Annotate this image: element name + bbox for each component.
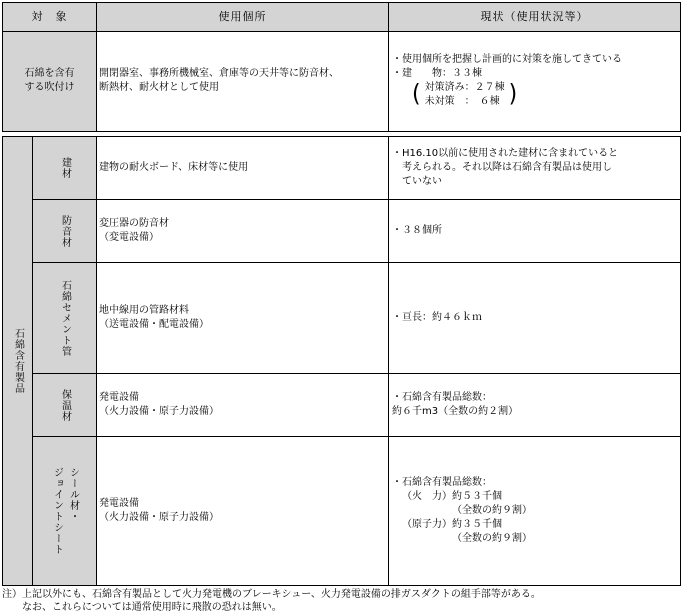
product-row-insulation bbox=[3, 373, 681, 436]
category-insulation: 保温材 bbox=[33, 373, 97, 436]
status-building: ・H16.10以前に使用された建材に含まれていると 考えられる。それ以降は石綿含有製品は使用し ていない bbox=[389, 136, 681, 199]
spray-status bbox=[389, 32, 681, 132]
spray-usage-line1: 開閉器室、事務所機械室、倉庫等の天井等に防音材、 bbox=[99, 68, 339, 80]
brace-close: ) bbox=[508, 81, 518, 109]
spray-row bbox=[3, 32, 681, 132]
category-soundproof: 防音材 bbox=[33, 199, 97, 262]
buildings-undone: 未対策 ： ６棟 bbox=[424, 96, 500, 108]
spray-usage-line2: 断熱材、耐火材として使用 bbox=[99, 82, 219, 94]
category-cement-pipe: 石綿セメント管 bbox=[33, 263, 97, 374]
building-breakdown bbox=[412, 81, 680, 109]
product-row-cement-pipe bbox=[3, 263, 681, 374]
buildings-done: 対策済み：２７棟 bbox=[424, 82, 505, 94]
product-row-soundproof bbox=[3, 199, 681, 262]
spray-label bbox=[3, 32, 97, 132]
header-row bbox=[3, 3, 681, 32]
status-insulation: ・石綿含有製品総数： 約６千m3（全数の約２割） bbox=[389, 373, 681, 436]
category-seal: シール材・ ジョイントシート bbox=[33, 437, 97, 586]
status-cement-pipe: ・亘長：約４６ｋｍ bbox=[389, 263, 681, 374]
usage-insulation: 発電設備 （火力設備・原子力設備） bbox=[97, 373, 389, 436]
spray-usage bbox=[97, 32, 389, 132]
usage-soundproof: 変圧器の防音材 （変電設備） bbox=[97, 199, 389, 262]
asbestos-usage-table bbox=[2, 2, 681, 586]
products-group-label bbox=[3, 136, 33, 585]
footnote-line2: なお、これらについては通常使用時に飛散の恐れは無い。 bbox=[2, 602, 282, 613]
footnote-line1: 注）上記以外にも、石綿含有製品として火力発電機のブレーキシュー、火力発電設備の排ガスダクトの組手部等がある。 bbox=[2, 589, 541, 600]
footnote bbox=[2, 588, 541, 614]
usage-seal: 発電設備 （火力設備・原子力設備） bbox=[97, 437, 389, 586]
header-status: 現状（使用状況等） bbox=[389, 3, 681, 32]
category-building: 建材 bbox=[33, 136, 97, 199]
usage-building: 建物の耐火ボード、床材等に使用 bbox=[97, 136, 389, 199]
header-usage: 使用個所 bbox=[97, 3, 389, 32]
product-row-building bbox=[3, 136, 681, 199]
usage-cement-pipe: 地中線用の管路材料 （送電設備・配電設備） bbox=[97, 263, 389, 374]
spray-label-line2: する吹付け bbox=[24, 82, 75, 94]
status-soundproof: ・３８個所 bbox=[389, 199, 681, 262]
status-seal: ・石綿含有製品総数： （火 力）約５３千個 （全数の約９割） （原子力）約３５千個 （全数の約９割） bbox=[389, 437, 681, 586]
product-row-seal bbox=[3, 437, 681, 586]
products-group-text: 石綿含有製品 bbox=[12, 327, 24, 394]
header-target: 対 象 bbox=[3, 3, 97, 32]
spray-status-line2: ・建 物：３３棟 bbox=[392, 68, 482, 80]
brace-open: ( bbox=[412, 81, 421, 109]
spray-label-line1: 石綿を含有 bbox=[24, 68, 75, 80]
spray-status-line1: ・使用個所を把握し計画的に対策を施してきている bbox=[392, 54, 622, 66]
